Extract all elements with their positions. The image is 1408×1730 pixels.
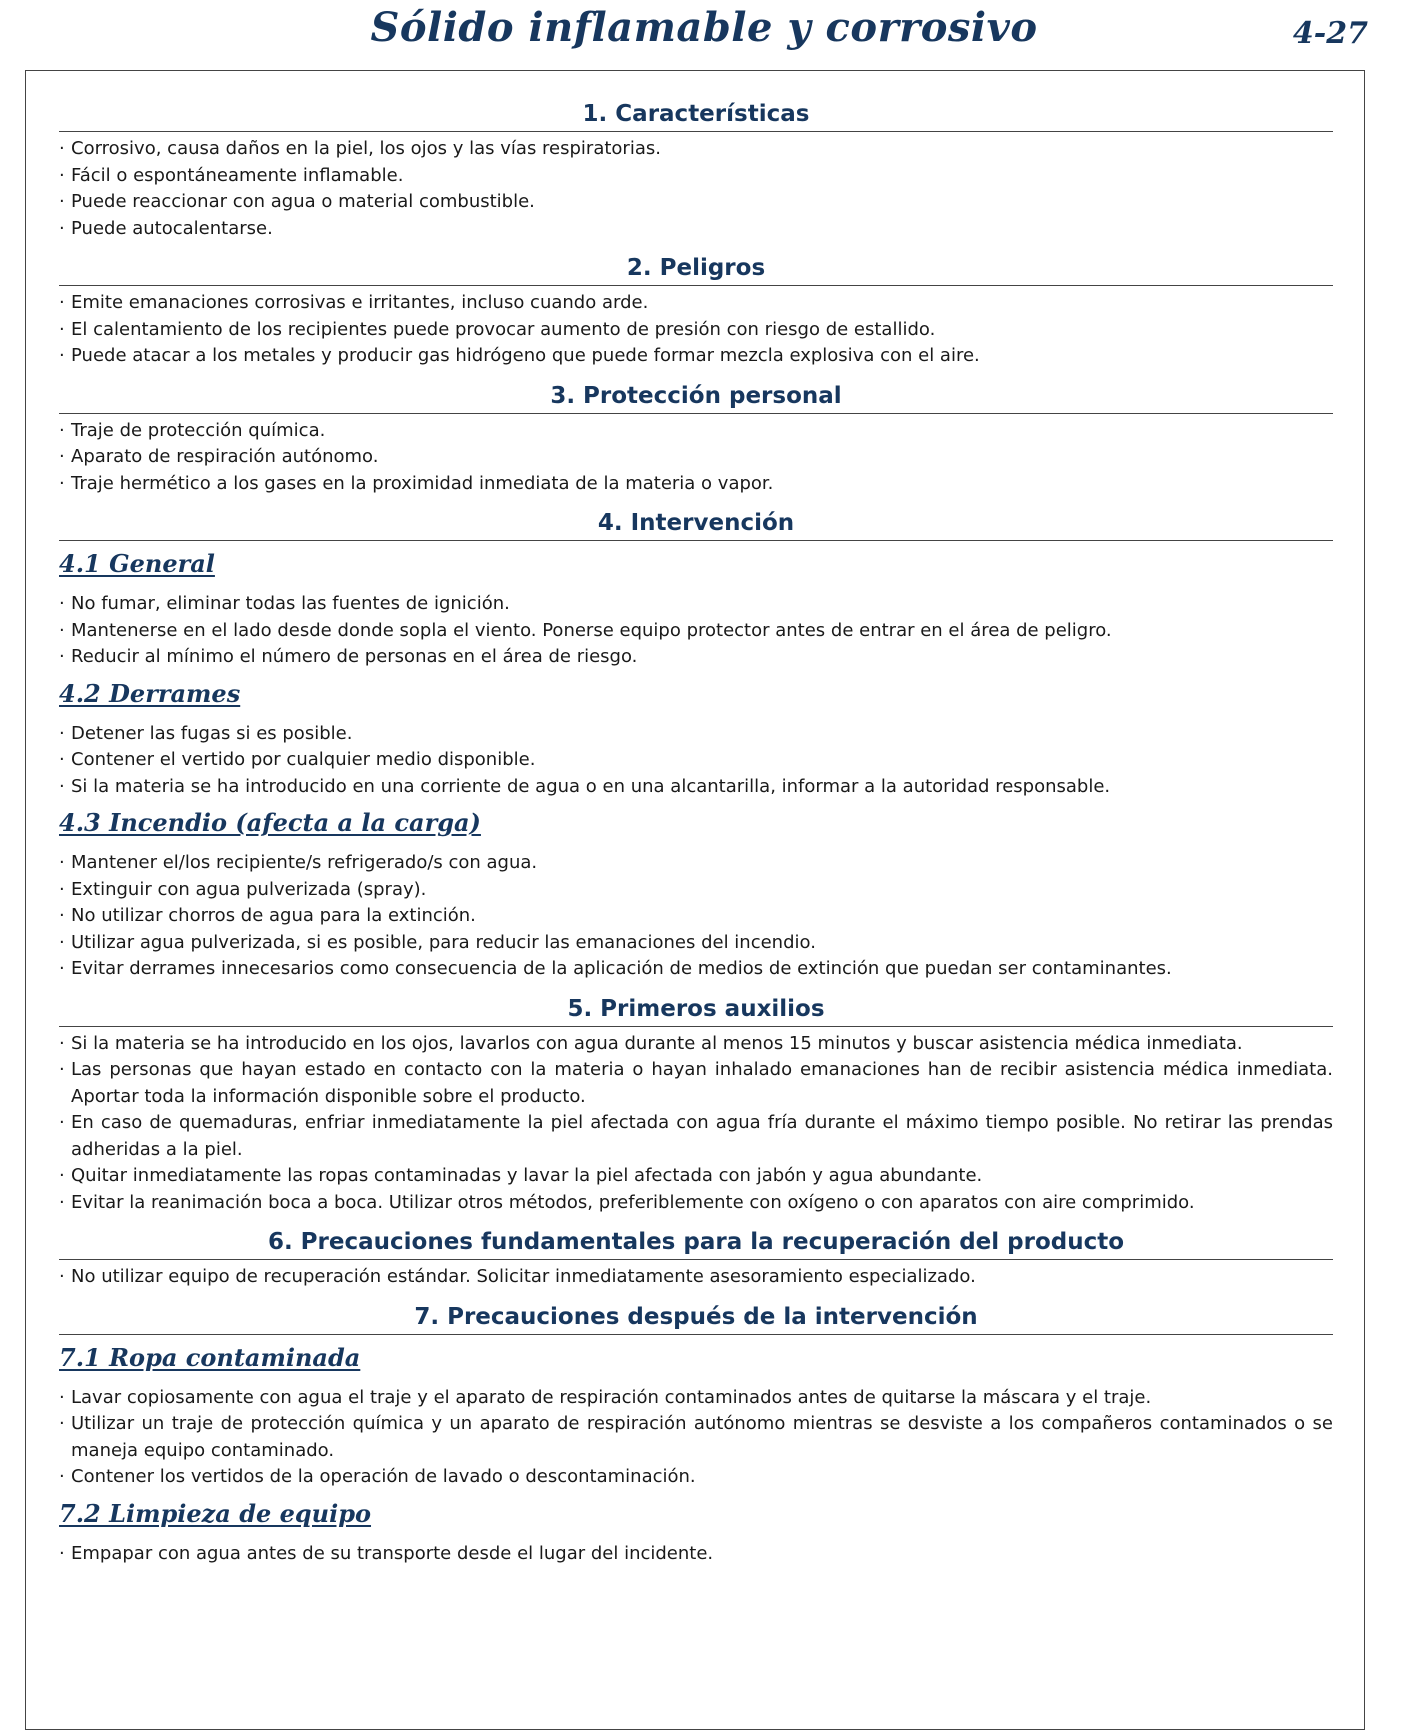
list-item: · El calentamiento de los recipientes puede provocar aumento de presión con riesgo de estallido.	[59, 317, 1333, 344]
list-item: · Traje hermético a los gases en la proximidad inmediata de la materia o vapor.	[59, 471, 1333, 498]
list-item: · Extinguir con agua pulverizada (spray).	[59, 877, 1333, 904]
list-item: · Aparato de respiración autónomo.	[59, 444, 1333, 471]
list-item: · Detener las fugas si es posible.	[59, 721, 1333, 748]
list-item: · Reducir al mínimo el número de personas en el área de riesgo.	[59, 644, 1333, 671]
list-item: · Traje de protección química.	[59, 418, 1333, 445]
page-header	[0, 0, 1408, 68]
list-item: · Emite emanaciones corrosivas e irritantes, incluso cuando arde.	[59, 290, 1333, 317]
section-heading: 6. Precauciones fundamentales para la recuperación del producto	[59, 1227, 1333, 1260]
bullet-list	[59, 1031, 1333, 1217]
page-title: Sólido inflamable y corrosivo	[370, 4, 1038, 51]
subsection-heading: 4.2 Derrames	[59, 678, 241, 708]
list-item: · Las personas que hayan estado en contacto con la materia o hayan inhalado emanaciones han de recibir asistencia médica inmediata. Aportar toda la información disponible sobre el producto.	[59, 1057, 1333, 1110]
list-item: · Mantenerse en el lado desde donde sopla el viento. Ponerse equipo protector antes de entrar en el área de peligro.	[59, 618, 1333, 645]
subsection-heading: 4.3 Incendio (afecta a la carga)	[59, 808, 481, 837]
section-heading: 2. Peligros	[59, 253, 1333, 286]
list-item: · Quitar inmediatamente las ropas contaminadas y lavar la piel afectada con jabón y agua abundante.	[59, 1163, 1333, 1190]
list-item: · Utilizar agua pulverizada, si es posible, para reducir las emanaciones del incendio.	[59, 930, 1333, 957]
list-item: · Contener el vertido por cualquier medio disponible.	[59, 747, 1333, 774]
section-heading: 5. Primeros auxilios	[59, 994, 1333, 1027]
page-number: 4-27	[1292, 16, 1368, 51]
list-item: · Evitar derrames innecesarios como consecuencia de la aplicación de medios de extinción que puedan ser contaminantes.	[59, 956, 1333, 983]
list-item: · Puede autocalentarse.	[59, 216, 1333, 243]
list-item: · Puede reaccionar con agua o material combustible.	[59, 189, 1333, 216]
content-box	[25, 70, 1365, 1730]
list-item: · Corrosivo, causa daños en la piel, los ojos y las vías respiratorias.	[59, 136, 1333, 163]
list-item: · Contener los vertidos de la operación de lavado o descontaminación.	[59, 1464, 1333, 1491]
list-item: · Si la materia se ha introducido en una corriente de agua o en una alcantarilla, informar a la autoridad responsable.	[59, 774, 1333, 801]
section-heading: 3. Protección personal	[59, 381, 1333, 414]
list-item: · En caso de quemaduras, enfriar inmediatamente la piel afectada con agua fría durante el máximo tiempo posible. No retirar las prendas adheridas a la piel.	[59, 1110, 1333, 1163]
list-item: · Lavar copiosamente con agua el traje y el aparato de respiración contaminados antes de quitarse la máscara y el traje.	[59, 1385, 1333, 1412]
list-item: · No utilizar chorros de agua para la extinción.	[59, 903, 1333, 930]
bullet-list	[59, 721, 1333, 801]
list-item: · Mantener el/los recipiente/s refrigerado/s con agua.	[59, 850, 1333, 877]
list-item: · Evitar la reanimación boca a boca. Utilizar otros métodos, preferiblemente con oxígeno o con aparatos con aire comprimido.	[59, 1190, 1333, 1217]
list-item: · Puede atacar a los metales y producir gas hidrógeno que puede formar mezcla explosiva con el aire.	[59, 343, 1333, 370]
list-item: · Fácil o espontáneamente inflamable.	[59, 163, 1333, 190]
bullet-list	[59, 850, 1333, 983]
bullet-list	[59, 418, 1333, 498]
bullet-list	[59, 290, 1333, 370]
subsection-heading: 7.2 Limpieza de equipo	[59, 1498, 372, 1528]
content-body	[59, 99, 1333, 1567]
list-item: · Empapar con agua antes de su transporte desde el lugar del incidente.	[59, 1541, 1333, 1568]
bullet-list	[59, 1264, 1333, 1291]
list-item: · Utilizar un traje de protección química y un aparato de respiración autónomo mientras se desviste a los compañeros contaminados o se maneja equipo contaminado.	[59, 1411, 1333, 1464]
section-heading: 4. Intervención	[59, 508, 1333, 541]
bullet-list	[59, 591, 1333, 671]
bullet-list	[59, 1385, 1333, 1491]
section-heading: 7. Precauciones después de la intervención	[59, 1302, 1333, 1335]
bullet-list	[59, 136, 1333, 242]
subsection-heading: 4.1 General	[59, 549, 215, 578]
list-item: · No fumar, eliminar todas las fuentes de ignición.	[59, 591, 1333, 618]
bullet-list	[59, 1541, 1333, 1568]
list-item: · Si la materia se ha introducido en los ojos, lavarlos con agua durante al menos 15 minutos y buscar asistencia médica inmediata.	[59, 1031, 1333, 1058]
section-heading: 1. Características	[59, 99, 1333, 132]
subsection-heading: 7.1 Ropa contaminada	[59, 1342, 361, 1372]
list-item: · No utilizar equipo de recuperación estándar. Solicitar inmediatamente asesoramiento especializado.	[59, 1264, 1333, 1291]
